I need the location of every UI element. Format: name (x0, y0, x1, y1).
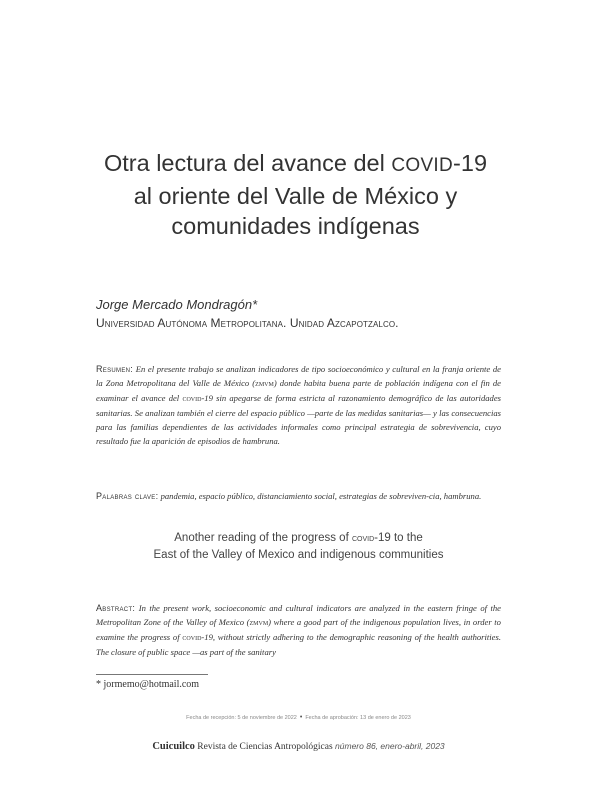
abstract-text-1: In the present work, socioeconomic and cultural indicators are analyzed in the eastern fringe of the Metropolitan Zone of the Valley of Mexico ( (96, 603, 501, 628)
english-title-covid: covid (351, 532, 375, 544)
title-covid-suffix: -19 (453, 150, 488, 176)
abstract-abbr-covid: covid (182, 633, 202, 643)
abstract-text-2: ) where a good part of the indigenous population lives, in order to examine the progress of (96, 617, 501, 643)
journal-name: Revista de Ciencias Antropológicas (194, 742, 336, 752)
english-title-line-2: East of the Valley of Mexico and indigenous communities (153, 549, 444, 561)
title-line-3: comunidades indígenas (171, 213, 420, 239)
footnote-email: * jormemo@hotmail.com (96, 679, 200, 690)
author-affiliation: Universidad Autónoma Metropolitana. Unidad Azcapotzalco. (96, 316, 399, 330)
date-separator: • (299, 714, 303, 721)
resumen-abbr-zmvm: zmvm (255, 379, 274, 389)
title-line-1-text: Otra lectura del avance del (103, 150, 392, 176)
keywords-text: pandemia, espacio público, distanciamiento social, estrategias de sobreviven-cia, hambruna. (158, 491, 482, 501)
abstract-text-3: -19, without strictly adhering to the demographic reasoning of the health authorities. The closure of public space —as part of the sanitary (96, 632, 501, 658)
title-covid-abbr: COVID (391, 155, 454, 176)
resumen-abbr-covid: covid (182, 394, 202, 404)
footnote-divider (96, 674, 208, 675)
keywords-label: Palabras clave: (96, 491, 159, 501)
article-title (40, 148, 551, 241)
journal-footer (96, 741, 501, 752)
date-approved: Fecha de aprobación: 13 de enero de 2023 (305, 715, 411, 721)
resumen-paragraph (96, 362, 501, 449)
resumen-text-2: ) donde habita buena parte de población indígena con el fin de examinar el avance del (96, 378, 502, 404)
publication-dates (96, 714, 501, 721)
english-title-line-1 (96, 530, 501, 547)
journal-issue: número 86, enero-abril, 2023 (335, 741, 445, 751)
journal-brand: Cuicuilco (152, 741, 195, 752)
abstract-abbr-zmvm: zmvm (249, 618, 269, 628)
resumen-label: Resumen: (96, 364, 134, 374)
resumen-text-1: En el presente trabajo se analizan indicadores de tipo socioeconómico y cultural en la franja oriente de la Zona Metropolitana del Valle de México ( (96, 364, 501, 389)
english-title (96, 530, 501, 564)
date-received: Fecha de recepción: 5 de noviembre de 2022 (186, 715, 297, 721)
english-title-post: -19 to the (374, 532, 423, 544)
title-line-1 (40, 148, 551, 181)
abstract-label: Abstract: (96, 603, 136, 613)
english-title-pre: Another reading of the progress of (174, 532, 352, 544)
title-line-2: al oriente del Valle de México y (133, 183, 458, 209)
author-name: Jorge Mercado Mondragón* (96, 297, 258, 312)
resumen-text-3: -19 sin apegarse de forma estricta al razonamiento demográfico de las autoridades sanitarias. Se analizan también el cierre del espacio público —parte de las medidas sanitarias— y las consecuencias para las familias dependientes de las actividades informales como principal estrategia de sobrevivencia, cuyo resultado fue la aparición de episodios de hambruna. (96, 393, 501, 447)
keywords-paragraph (96, 489, 501, 503)
abstract-paragraph (96, 601, 501, 659)
